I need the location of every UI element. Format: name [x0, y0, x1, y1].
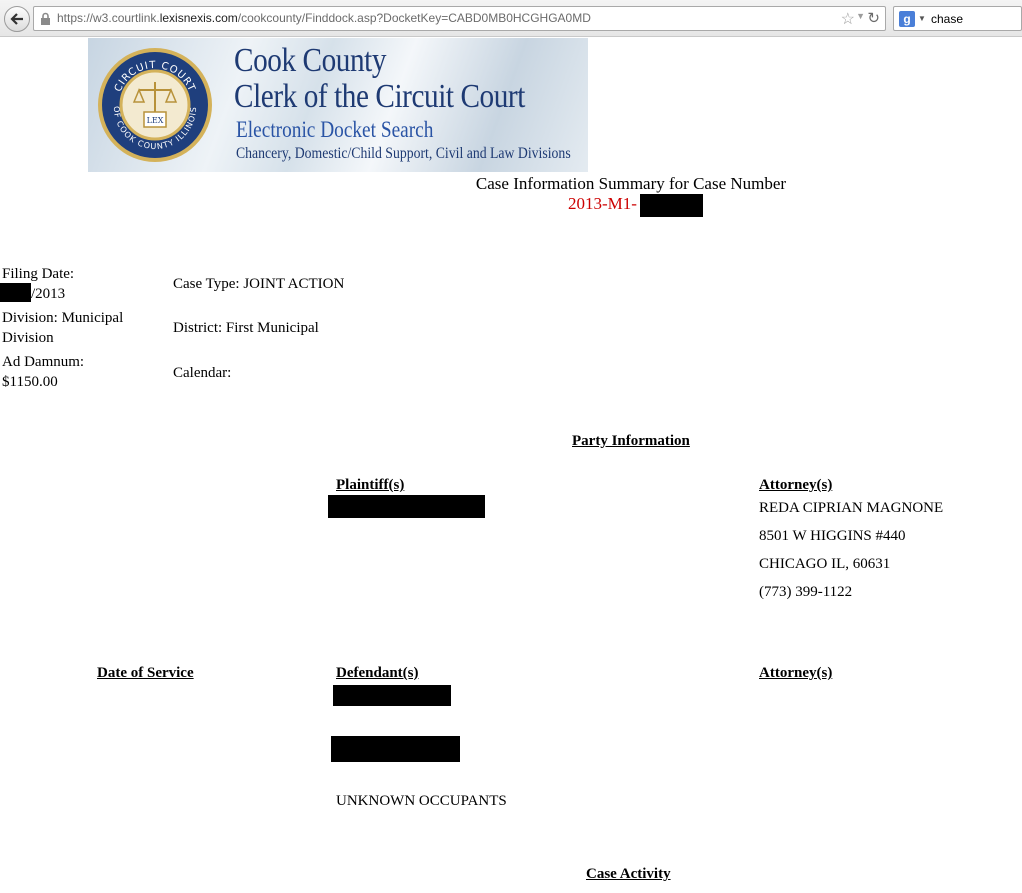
back-arrow-icon: [10, 12, 24, 26]
date-of-service-heading: Date of Service: [97, 665, 194, 681]
attorney-phone: (773) 399-1122: [759, 584, 853, 600]
ad-damnum-label: Ad Damnum:: [2, 354, 85, 370]
dropdown-icon[interactable]: ▼: [856, 11, 865, 21]
url-text[interactable]: [57, 11, 591, 25]
calendar: Calendar:: [173, 365, 232, 381]
banner-subtitle: Electronic Docket Search: [236, 117, 434, 142]
unknown-occupants: UNKNOWN OCCUPANTS: [336, 793, 507, 809]
google-icon[interactable]: g: [899, 11, 915, 27]
ad-damnum-value: $1150.00: [2, 374, 58, 390]
attorney-heading: Attorney(s): [759, 477, 833, 493]
back-button[interactable]: [4, 6, 30, 32]
district: District: First Municipal: [173, 320, 319, 336]
url-prefix: https://w3.courtlink.: [57, 11, 160, 25]
redacted-case-number: [640, 194, 703, 217]
case-type: Case Type: JOINT ACTION: [173, 276, 345, 292]
search-engine-dropdown-icon[interactable]: ▼: [918, 14, 926, 23]
star-icon[interactable]: ☆: [840, 11, 855, 28]
redacted-defendant-1: [333, 685, 451, 706]
party-information-heading: Party Information: [572, 433, 690, 449]
banner-divisions: Chancery, Domestic/Child Support, Civil and Law Divisions: [236, 145, 571, 162]
redacted-plaintiff-name: [328, 495, 485, 518]
filing-date-label: Filing Date:: [2, 266, 75, 282]
case-summary-title: Case Information Summary for Case Number: [475, 174, 787, 193]
redacted-defendant-2: [331, 736, 460, 762]
banner-title-clerk: Clerk of the Circuit Court: [234, 78, 525, 115]
seal-bottom-text: OF COOK COUNTY ILLINOIS: [111, 105, 199, 152]
url-domain: lexisnexis.com: [159, 11, 238, 25]
division: Division: Municipal Division: [2, 310, 124, 346]
address-bar[interactable]: [33, 6, 886, 31]
attorney-city: CHICAGO IL, 60631: [759, 556, 891, 572]
lock-icon: [40, 12, 51, 25]
plaintiff-heading: Plaintiff(s): [336, 477, 405, 493]
header-banner: [88, 38, 588, 172]
seal-top-text: CIRCUIT COURT: [112, 59, 198, 94]
attorney-address: 8501 W HIGGINS #440: [759, 528, 906, 544]
url-path: /cookcounty/Finddock.asp?DocketKey=CABD0MB0HCGHGA0MD: [237, 11, 591, 25]
defendant-heading: Defendant(s): [336, 665, 419, 681]
search-bar[interactable]: [893, 6, 1022, 31]
seal-book-text: LEX: [146, 116, 164, 125]
court-seal-icon: [96, 46, 214, 164]
redacted-filing-date: [0, 283, 31, 302]
banner-title-county: Cook County: [234, 42, 387, 79]
browser-toolbar: [0, 0, 1022, 37]
case-number: 2013-M1-: [568, 194, 637, 213]
search-input[interactable]: chase: [931, 12, 964, 26]
reload-icon[interactable]: ↻: [867, 10, 880, 27]
case-activity-heading: Case Activity: [586, 866, 671, 882]
attorney-name: REDA CIPRIAN MAGNONE: [759, 500, 944, 516]
defendant-attorney-heading: Attorney(s): [759, 665, 833, 681]
filing-date-value: /2013: [31, 286, 66, 302]
